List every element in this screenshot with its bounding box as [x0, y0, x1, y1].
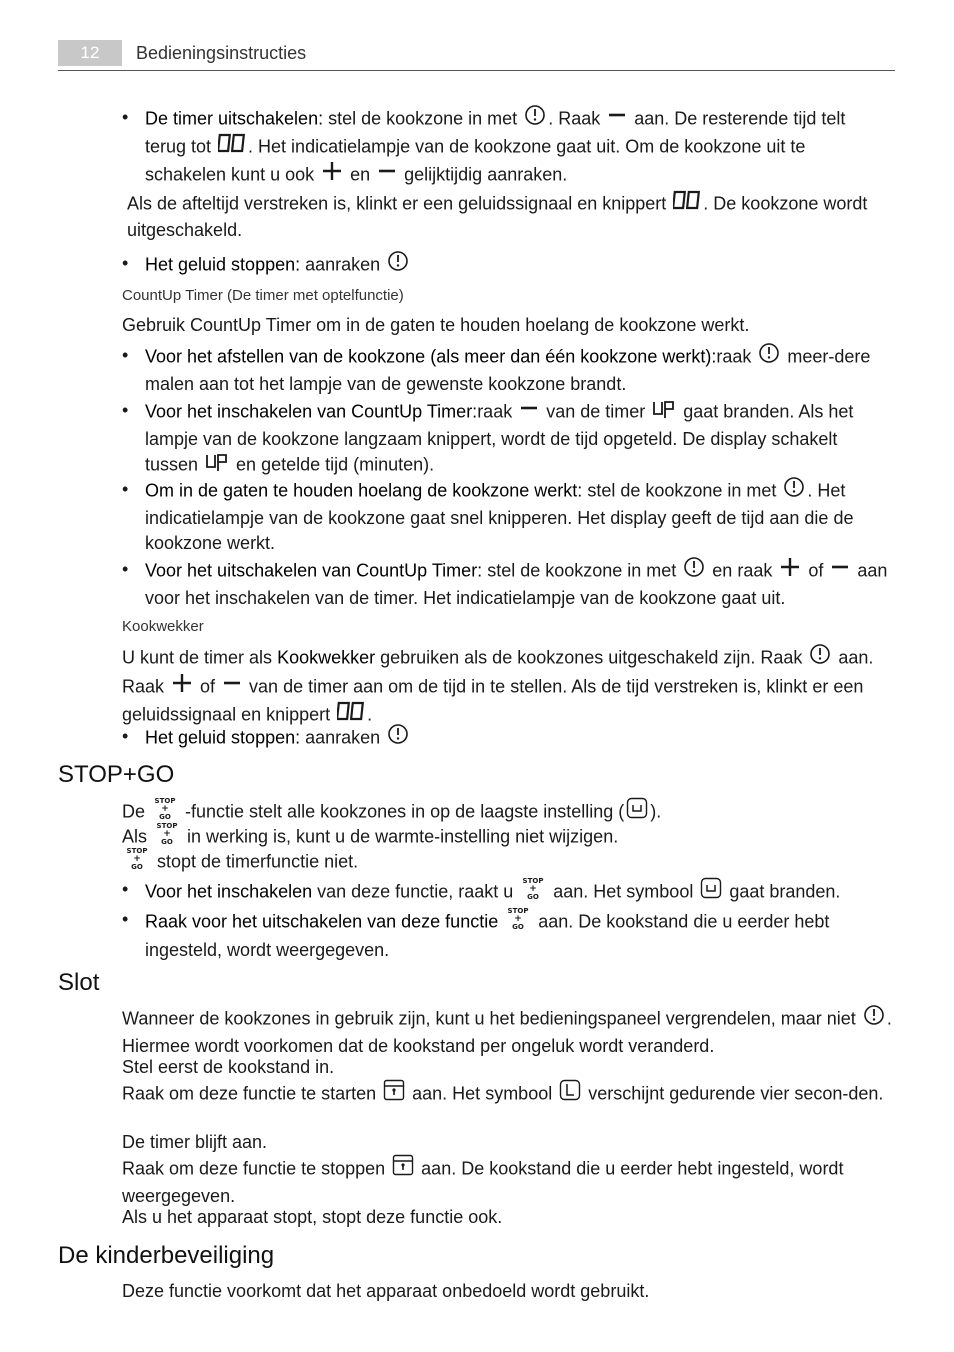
svg-text:STOP: STOP: [154, 797, 176, 805]
paragraph: Als u het apparaat stopt, stopt deze functie ook.: [122, 1207, 503, 1227]
text: stopt de timerfunctie niet.: [152, 851, 359, 872]
header-title: Bedieningsinstructies: [136, 43, 307, 63]
stop-go-icon: [124, 846, 150, 877]
text: in werking is, kunt u de warmte-instelling niet wijzigen.: [182, 826, 619, 847]
bold-term: Kookwekker: [277, 647, 376, 668]
list-item-text: [145, 477, 890, 556]
bullet-lead: Voor het inschakelen van CountUp Timer:: [145, 401, 478, 422]
text: ).: [650, 801, 662, 822]
bullet: •: [122, 559, 129, 579]
text: gaat branden.: [724, 881, 841, 902]
paragraph: Gebruik CountUp Timer om in de gaten te houden hoelang de kookzone werkt.: [122, 315, 750, 335]
paragraph: [122, 847, 892, 878]
text: Wanneer de kookzones in gebruik zijn, kunt u het bedieningspaneel vergrendelen, maar niet: [122, 1008, 861, 1029]
svg-text:GO: GO: [527, 893, 540, 900]
svg-text:+: +: [514, 914, 522, 924]
text: . Hiermee wordt voorkomen dat de kookstand per ongeluk wordt veranderd.: [122, 1008, 892, 1056]
text: aan. De kookstand die u eerder hebt ingesteld, wordt weergegeven.: [145, 911, 830, 960]
bullet-lead: Voor het afstellen van de kookzone (als meer dan één kookzone werkt):: [145, 346, 717, 367]
text: of: [803, 560, 829, 581]
section-heading: De kinderbeveiliging: [58, 1242, 275, 1269]
paragraph: Stel eerst de kookstand in.: [122, 1057, 335, 1077]
text: van de timer aan om de tijd in te stellen. Als de tijd verstreken is, klinkt er een geluidssignaal en knippert: [122, 676, 864, 725]
bullet-lead: De timer uitschakelen:: [145, 108, 324, 129]
text: .: [367, 704, 373, 725]
text: stel de kookzone in met: [482, 560, 682, 581]
text: aan voor het inschakelen van de timer. Het indicatielampje van de kookzone gaat uit.: [145, 560, 888, 608]
svg-text:GO: GO: [512, 923, 525, 930]
minus-icon: [377, 160, 397, 189]
text: raak: [716, 346, 757, 367]
bullet: •: [122, 879, 129, 899]
power-icon: [783, 476, 805, 505]
list-item-text: [145, 724, 890, 753]
paragraph: [122, 644, 892, 729]
svg-text:STOP: STOP: [126, 847, 148, 855]
power-icon: [524, 104, 546, 133]
text: van de timer: [541, 401, 651, 422]
list-item-text: [145, 343, 890, 397]
power-icon: [809, 643, 831, 672]
page-number: 12: [58, 40, 122, 66]
text: gelijktijdig aanraken.: [399, 164, 568, 185]
text: aanraken: [300, 254, 386, 275]
bullet: •: [122, 107, 129, 127]
bullet: •: [122, 909, 129, 929]
bullet-lead: Het geluid stoppen:: [145, 727, 301, 748]
text: aan. De kookstand die u eerder hebt ingesteld, wordt weergegeven.: [122, 1158, 844, 1206]
svg-text:GO: GO: [161, 838, 173, 845]
text: aan. De resterende tijd telt terug tot: [145, 108, 846, 157]
list-item-text: [145, 877, 890, 908]
svg-text:STOP: STOP: [522, 877, 544, 885]
svg-text:+: +: [133, 854, 141, 864]
text: gaat branden. Als het lampje van de kookzone langzaam knippert, wordt de tijd opgeteld. De display schakelt tussen: [145, 401, 854, 475]
stop-go-icon: [505, 906, 531, 937]
text: Als: [122, 826, 153, 847]
stop-go-icon: [520, 876, 546, 907]
svg-text:STOP: STOP: [156, 822, 178, 830]
text: Als de afteltijd verstreken is, klinkt er een geluidssignaal en knippert: [127, 193, 672, 214]
minus-icon: [519, 397, 539, 426]
text: De: [122, 801, 151, 822]
text: en: [345, 164, 376, 185]
svg-text:+: +: [163, 829, 171, 839]
list-item-text: [145, 251, 890, 280]
lock-icon: [383, 1079, 405, 1108]
paragraph: De timer blijft aan.: [122, 1132, 268, 1152]
list-item-text: [145, 557, 890, 611]
text: aanraken: [300, 727, 386, 748]
minus-icon: [222, 672, 242, 701]
lock-symbol-icon: [559, 1079, 581, 1108]
bullet-lead: Voor het uitschakelen van CountUp Timer:: [145, 560, 483, 581]
up-icon: [205, 451, 229, 478]
bullet: •: [122, 400, 129, 420]
text: stel de kookzone in met: [323, 108, 523, 129]
text: . Het indicatielampje van de kookzone gaat snel knipperen. Het display geeft de tijd aan die de kookzone werkt.: [145, 480, 854, 553]
text: aan. Raak: [122, 647, 874, 697]
bullet: •: [122, 479, 129, 499]
plus-icon: [321, 160, 343, 189]
text: Raak om deze functie te stoppen: [122, 1158, 391, 1179]
svg-text:GO: GO: [159, 813, 171, 820]
text: . Raak: [548, 108, 606, 129]
display-00-icon: [673, 190, 701, 217]
text: of: [195, 676, 221, 697]
text: van deze functie, raakt u: [312, 881, 519, 902]
list-item-text: [145, 105, 890, 190]
up-icon: [652, 398, 676, 425]
power-icon: [387, 250, 409, 279]
section-heading: Slot: [58, 969, 100, 996]
power-icon: [387, 723, 409, 752]
bullet-lead: Het geluid stoppen:: [145, 254, 301, 275]
power-icon: [863, 1004, 885, 1033]
svg-text:+: +: [529, 884, 538, 894]
paragraph: [122, 1080, 892, 1109]
svg-text:+: +: [161, 804, 169, 814]
paragraph: [127, 191, 887, 243]
bullet: •: [122, 345, 129, 365]
text: U kunt de timer als: [122, 647, 278, 668]
plus-icon: [779, 556, 801, 585]
list-item-text: [145, 907, 890, 963]
bullet-lead: Raak voor het uitschakelen van deze functie: [145, 911, 504, 932]
plus-icon: [171, 672, 193, 701]
power-icon: [758, 342, 780, 371]
list-item-text: [145, 398, 890, 479]
svg-text:GO: GO: [131, 863, 143, 870]
text: verschijnt gedurende vier secon-den.: [583, 1083, 884, 1104]
text: en raak: [707, 560, 778, 581]
subsection-title: Kookwekker: [122, 618, 204, 635]
bullet-lead: Voor het inschakelen: [145, 881, 313, 902]
bullet-lead: Om in de gaten te houden hoelang de kookzone werkt:: [145, 480, 583, 501]
minus-icon: [607, 104, 627, 133]
bullet: •: [122, 253, 129, 273]
text: . De kookzone wordt uitgeschakeld.: [127, 193, 868, 240]
power-icon: [683, 556, 705, 585]
section-heading: STOP+GO: [58, 761, 175, 788]
paragraph: Deze functie voorkomt dat het apparaat onbedoeld wordt gebruikt.: [122, 1281, 650, 1301]
display-00-icon: [218, 133, 246, 160]
text: en getelde tijd (minuten).: [231, 454, 435, 475]
text: raak: [477, 401, 518, 422]
svg-text:STOP: STOP: [507, 907, 529, 915]
bullet: •: [122, 726, 129, 746]
minus-icon: [830, 556, 850, 585]
text: meer-dere malen aan tot het lampje van de gewenste kookzone brandt.: [145, 346, 871, 394]
text: aan. Het symbool: [407, 1083, 558, 1104]
text: aan. Het symbool: [548, 881, 699, 902]
text: Raak om deze functie te starten: [122, 1083, 382, 1104]
text: -functie stelt alle kookzones in op de laagste instelling (: [180, 801, 625, 822]
paragraph: [122, 1155, 892, 1209]
text: gebruiken als de kookzones uitgeschakeld zijn. Raak: [375, 647, 808, 668]
text: stel de kookzone in met: [582, 480, 782, 501]
paragraph: [122, 1005, 892, 1059]
page-header: [58, 38, 895, 71]
low-setting-icon: [700, 877, 722, 906]
lock-icon: [392, 1154, 414, 1183]
subsection-title: CountUp Timer (De timer met optelfunctie): [122, 287, 404, 304]
text: . Het indicatielampje van de kookzone gaat uit. Om de kookzone uit te schakelen kunt u ook: [145, 136, 806, 185]
